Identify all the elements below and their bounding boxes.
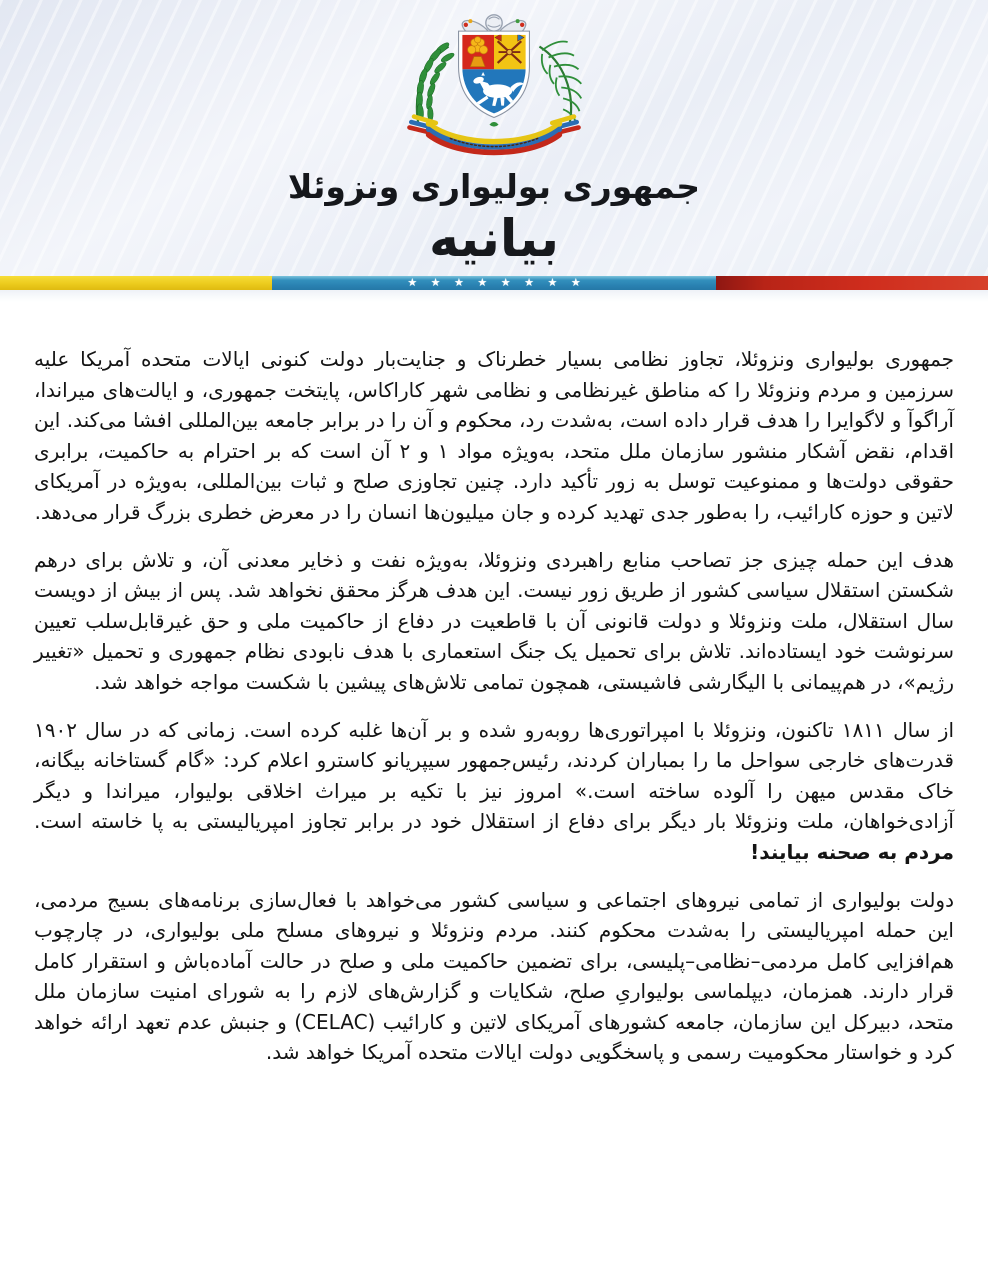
venezuela-coat-of-arms-icon [394,10,594,165]
paragraph-text: دولت بولیواری از تمامی نیروهای اجتماعی و سیاسی کشور می‌خواهد با فعال‌سازی برنامه‌های بسیج مردمی، این حمله امپریالیستی را به‌شدت محکوم کنند. مردم ونزوئلا و نیروهای مسلح ملی بولیواری، در چارچوب هم‌افزایی کامل مردمی–نظامی–پلیسی، برای تضمین حاکمیت ملی و صلح در حالت آماده‌باش و استقرار کامل قرار دارند. همزمان، دیپلماسی بولیواریِ صلح، شکایات و گزارش‌های لازم را به شورای امنیت سازمان ملل متحد، دبیرکل این سازمان، جامعه کشورهای آمریکای لاتین و کارائیب (CELAC) و جنبش عدم تعهد ارائه خواهد کرد و خواستار محکومیت رسمی و پاسخگویی دولت ایالات متحده آمریکا خواهد شد. [34,887,954,1065]
ribbon-icon [409,117,578,153]
statement-paragraph-3 [34,715,954,868]
flag-stars-row: ★ ★ ★ ★ ★ ★ ★ ★ [407,276,581,289]
flag-red-segment [716,276,988,290]
call-to-action-text: مردم به صحنه بیایند! [750,839,954,864]
header-banner [0,0,988,276]
emblem-container [0,0,988,165]
statement-paragraph-2 [34,545,954,698]
flag-bar-shadow [0,290,988,302]
document-title: بیانیه [428,210,559,269]
palm-branch-icon [539,42,581,125]
country-title: جمهوری بولیواری ونزوئلا [287,167,701,206]
paragraph-text: جمهوری بولیواری ونزوئلا، تجاوز نظامی بسیار خطرناک و جنایت‌بار دولت کنونی ایالات متحده آمریکا علیه سرزمین و مردم ونزوئلا را که مناطق غیرنظامی و نظامی شهر کاراکاس، پایتخت جمهوری، و ایالت‌های میراندا، آراگوآ و لاگوایرا را هدف قرار داده است، به‌شدت رد، محکوم و آن را در برابر جامعه بین‌المللی افشا می‌کند. این اقدام، نقض آشکار منشور سازمان ملل متحد، به‌ویژه مواد ۱ و ۲ آن است که بر احترام به حاکمیت، برابری حقوقی دولت‌ها و ممنوعیت توسل به زور تأکید دارد. چنین تجاوزی صلح و ثبات بین‌المللی، به‌ویژه در آمریکای لاتین و حوزه کارائیب، را به‌طور جدی تهدید کرده و جان میلیون‌ها انسان را در معرض خطری بزرگ قرار می‌دهد. [34,347,955,524]
paragraph-text: هدف این حمله چیزی جز تصاحب منابع راهبردی ونزوئلا، به‌ویژه نفت و ذخایر معدنی آن، و تلاش برای درهم شکستن استقلال سیاسی کشور از طریق زور نیست. این هدف هرگز محقق نخواهد شد. پس از بیش از دویست سال استقلال، ملت ونزوئلا و دولت قانونی آن با قاطعیت در دفاع از حاکمیت ملی و حق غیرقابل‌سلب تعیین سرنوشت خود ایستاده‌اند. تلاش برای تحمیل یک جنگ استعماری با هدف نابودی نظام جمهوری و تحمیل «تغییر رژیم»، در هم‌پیمانی با الیگارشی فاشیستی، همچون تمامی تلاش‌های پیشین با شکست مواجه خواهد شد. [34,547,954,694]
statement-paragraph-4 [34,885,954,1069]
flag-yellow-segment [0,276,272,290]
statement-paragraph-1 [34,344,954,528]
shield [459,31,530,117]
statement-section [0,302,988,1068]
paragraph-text: از سال ۱۸۱۱ تاکنون، ونزوئلا با امپراتوری‌ها روبه‌رو شده و بر آن‌ها غلبه کرده است. زمانی که در سال ۱۹۰۲ قدرت‌های خارجی سواحل ما را بمباران کردند، رئیس‌جمهور سیپریانو کاسترو اعلام کرد: «گام گستاخانه بیگانه، خاک مقدس میهن را آلوده ساخته است.» امروز نیز با تکیه بر میراث اخلاقی بولیوار، میراندا و دیگر آزادی‌خواهان، ملت ونزوئلا بار دیگر برای دفاع از استقلال خود در برابر تجاوز امپریالیستی به پا خاسته است. [34,717,954,834]
flag-bar [0,276,988,290]
laurel-branch-icon [416,41,455,125]
